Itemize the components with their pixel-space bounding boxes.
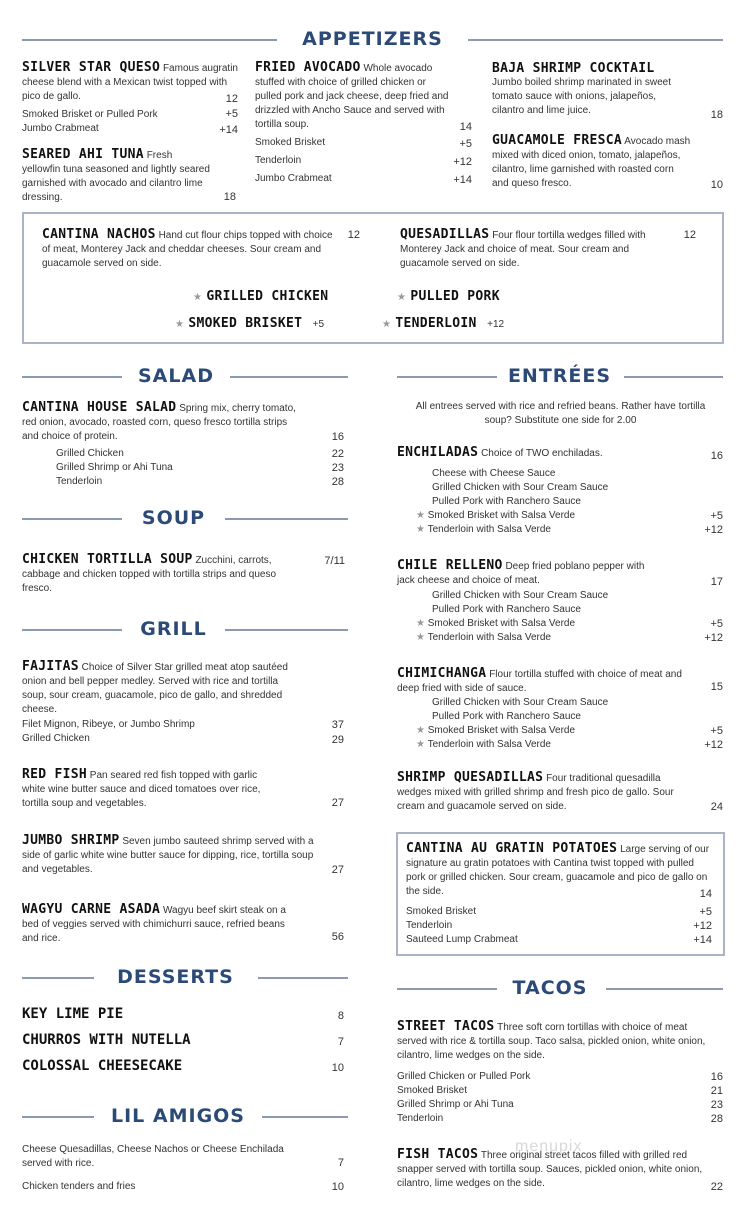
item-price: 7 <box>337 1036 344 1048</box>
option: Smoked Brisket <box>255 137 326 148</box>
star-icon: ★ <box>382 319 391 330</box>
item-desc: Hand cut flour chips topped with choice of meat, Monterey Jack and cheddar cheeses. Sour cream and guacamole served on side. <box>42 230 333 269</box>
item-price: 24 <box>710 801 723 813</box>
item-name: JUMBO SHRIMP <box>22 833 120 848</box>
item-desc: Choice of TWO enchiladas. <box>481 448 603 459</box>
entrees-note: All entrees served with rice and refried beans. Rather have tortilla soup? Substitute one side for 2.00 <box>415 401 706 426</box>
guacamole-fresca <box>492 134 692 191</box>
item-price: 22 <box>710 1181 723 1193</box>
option: Tenderloin <box>406 920 453 931</box>
option: Sauteed Lump Crabmeat <box>406 934 518 945</box>
item-price: 16 <box>331 431 344 443</box>
lil-amigos-rule-right <box>262 1116 348 1118</box>
option-price: 23 <box>331 462 344 474</box>
option-price: +12 <box>704 524 723 536</box>
option-price: +5 <box>699 906 712 918</box>
option: Grilled Chicken with Sour Cream Sauce <box>432 482 609 493</box>
meat-smoked-brisket: ★ SMOKED BRISKET +5 <box>175 316 325 331</box>
item-price: 27 <box>331 797 344 809</box>
enchiladas <box>397 446 697 461</box>
item-desc: Large serving of our signature au gratin potatoes with Cantina twist topped with pulled pork or grilled chicken. Sour cream, guacamole and pico de gallo on the side. <box>406 844 710 897</box>
item-name: GUACAMOLE FRESCA <box>492 133 623 148</box>
cantina-house-salad <box>22 401 302 444</box>
fried-avocado <box>255 61 455 132</box>
salad-rule-right <box>230 376 348 378</box>
option-price: 22 <box>331 448 344 460</box>
desserts-title: DESSERTS <box>117 966 234 988</box>
soup-rule-left <box>22 518 122 520</box>
lil-amigos-rule-left <box>22 1116 94 1118</box>
option-price: 37 <box>331 719 344 731</box>
item-name: CHILE RELLENO <box>397 558 503 573</box>
item-name: SHRIMP QUESADILLAS <box>397 770 544 785</box>
jumbo-shrimp <box>22 834 322 877</box>
option-price: 28 <box>331 476 344 488</box>
item-price: 7 <box>337 1157 344 1169</box>
lil-amigos-tenders: Chicken tenders and fries <box>22 1181 136 1192</box>
item-name: SILVER STAR QUESO <box>22 60 161 75</box>
option-starred: ★ Smoked Brisket with Salsa Verde <box>416 510 576 521</box>
option-starred: ★ Smoked Brisket with Salsa Verde <box>416 725 576 736</box>
option-price: +5 <box>710 510 723 522</box>
option-price: +12 <box>693 920 712 932</box>
star-icon: ★ <box>416 632 425 643</box>
seared-ahi-tuna <box>22 148 212 205</box>
option-price: +14 <box>453 174 472 186</box>
item-name: SEARED AHI TUNA <box>22 147 144 162</box>
desserts-rule-left <box>22 977 94 979</box>
option: Grilled Chicken <box>22 733 90 744</box>
option: Grilled Chicken <box>56 448 124 459</box>
item-desc: Choice of Silver Star grilled meat atop sautéed onion and bell pepper medley. Served with rice and tortilla soup, sour cream, guacamole, pico de gallo, and shredded cheese. <box>22 662 288 715</box>
option-starred: ★ Tenderloin with Salsa Verde <box>416 632 551 643</box>
star-icon: ★ <box>416 725 425 736</box>
item-desc: Seven jumbo sauteed shrimp served with a side of garlic white wine butter sauce for dipping, rice, tortilla soup and vegetables. <box>22 836 314 875</box>
option-price: 16 <box>710 1071 723 1083</box>
option-price: 29 <box>331 734 344 746</box>
item-price: 18 <box>710 109 723 121</box>
item-desc: Three soft corn tortillas with choice of meat served with rice & tortilla soup. Taco salsa, pickled onion, white onion, cilantro, lime wedges on the side. <box>397 1022 706 1061</box>
item-price: 10 <box>331 1062 344 1074</box>
option: Pulled Pork with Ranchero Sauce <box>432 604 581 615</box>
item-price: 10 <box>710 179 723 191</box>
item-desc: Jumbo boiled shrimp marinated in sweet tomato sauce with onions, jalapeños, cilantro and lime juice. <box>492 77 671 116</box>
star-icon: ★ <box>416 510 425 521</box>
star-icon: ★ <box>175 319 184 330</box>
star-icon: ★ <box>397 292 406 303</box>
item-desc: Deep fried poblano pepper with jack cheese and choice of meat. <box>397 561 645 586</box>
churros-with-nutella: CHURROS WITH NUTELLA <box>22 1032 191 1048</box>
colossal-cheesecake: COLOSSAL CHEESECAKE <box>22 1058 183 1074</box>
option-price: +12 <box>704 632 723 644</box>
item-price: 8 <box>337 1010 344 1022</box>
item-name: BAJA SHRIMP COCKTAIL <box>492 61 655 76</box>
meat-grilled-chicken: ★ GRILLED CHICKEN <box>193 289 329 304</box>
cantina-nachos <box>42 228 337 271</box>
item-price: 14 <box>699 888 712 900</box>
option: Filet Mignon, Ribeye, or Jumbo Shrimp <box>22 719 195 730</box>
item-price: 14 <box>459 121 472 133</box>
item-name: ENCHILADAS <box>397 445 479 460</box>
option-price: 23 <box>710 1099 723 1111</box>
item-desc: Four flour tortilla wedges filled with Monterey Jack and choice of meat. Sour cream and guacamole served on side. <box>400 230 646 269</box>
option-price: +5 <box>710 618 723 630</box>
lil-amigos-title: LIL AMIGOS <box>110 1105 245 1127</box>
item-name: STREET TACOS <box>397 1019 495 1034</box>
fajitas <box>22 660 297 717</box>
option: Jumbo Crabmeat <box>255 173 332 184</box>
item-price: 16 <box>710 450 723 462</box>
option-price: +12 <box>704 739 723 751</box>
option-price: +5 <box>225 108 238 120</box>
star-icon: ★ <box>193 292 202 303</box>
item-desc: Wagyu beef skirt steak on a bed of veggies served with chimichurri sauce, refried beans and rice. <box>22 905 286 944</box>
item-desc: Whole avocado stuffed with choice of grilled chicken or pulled pork and jack cheese, deep fried and drizzled with Ancho Sauce and served with tortilla soup. <box>255 63 449 130</box>
soup-rule-right <box>225 518 348 520</box>
grill-title: GRILL <box>140 618 207 640</box>
shrimp-quesadillas <box>397 771 692 814</box>
item-name: WAGYU CARNE ASADA <box>22 902 161 917</box>
option: Grilled Chicken with Sour Cream Sauce <box>432 590 609 601</box>
option-price: +14 <box>693 934 712 946</box>
item-price: 12 <box>683 229 696 241</box>
quesadillas <box>400 228 680 271</box>
soup-title: SOUP <box>141 507 206 529</box>
item-desc: Fresh yellowfin tuna seasoned and lightly seared garnished with avocado and cilantro lime dressing. <box>22 150 210 203</box>
option: Smoked Brisket <box>406 906 477 917</box>
item-price: 12 <box>347 229 360 241</box>
option-price: +14 <box>219 124 238 136</box>
salad-rule-left <box>22 376 122 378</box>
item-price: 15 <box>710 681 723 693</box>
option: Pulled Pork with Ranchero Sauce <box>432 711 581 722</box>
option: Grilled Chicken with Sour Cream Sauce <box>432 697 609 708</box>
item-price: 56 <box>331 931 344 943</box>
option: Smoked Brisket <box>397 1085 468 1096</box>
baja-shrimp-cocktail <box>492 62 682 118</box>
item-price: 12 <box>225 93 238 105</box>
item-desc: Avocado mash mixed with diced onion, tomato, jalapeños, cilantro, lime garnished with roasted corn and queso fresco. <box>492 136 691 189</box>
key-lime-pie: KEY LIME PIE <box>22 1006 124 1022</box>
entrees-rule-right <box>624 376 723 378</box>
chicken-tortilla-soup <box>22 553 287 596</box>
item-name: CHICKEN TORTILLA SOUP <box>22 552 193 567</box>
item-price: 27 <box>331 864 344 876</box>
option: Tenderloin <box>255 155 302 166</box>
option: Grilled Shrimp or Ahi Tuna <box>56 462 173 473</box>
meat-pulled-pork: ★ PULLED PORK <box>397 289 500 304</box>
item-name: QUESADILLAS <box>400 227 490 242</box>
option: Cheese with Cheese Sauce <box>432 468 556 479</box>
item-desc: Three original street tacos filled with grilled red snapper served with tortilla soup. Sauces, pickled onion, white onion, cilantro, lime wedges on the side. <box>397 1150 703 1189</box>
option-price: 21 <box>710 1085 723 1097</box>
option-price: +5 <box>459 138 472 150</box>
option: Grilled Shrimp or Ahi Tuna <box>397 1099 514 1110</box>
option: Jumbo Crabmeat <box>22 123 99 134</box>
star-icon: ★ <box>416 524 425 535</box>
item-name: CHIMICHANGA <box>397 666 487 681</box>
item-name: FAJITAS <box>22 659 79 674</box>
wagyu-carne-asada <box>22 903 302 946</box>
tacos-rule-right <box>606 988 723 990</box>
meat-tenderloin: ★ TENDERLOIN +12 <box>382 316 505 331</box>
chile-relleno <box>397 559 647 588</box>
option: Tenderloin <box>56 476 103 487</box>
appetizers-rule-right <box>468 39 723 41</box>
item-price: 10 <box>331 1181 344 1193</box>
appetizers-rule-left <box>22 39 277 41</box>
au-gratin-potatoes <box>406 842 716 899</box>
tacos-rule-left <box>397 988 497 990</box>
option: Pulled Pork with Ranchero Sauce <box>432 496 581 507</box>
item-name: CANTINA AU GRATIN POTATOES <box>406 841 618 856</box>
entrees-title: ENTRÉES <box>507 365 612 387</box>
item-price: 17 <box>710 576 723 588</box>
item-desc: Pan seared red fish topped with garlic white wine butter sauce and diced tomatoes over rice, tortilla soup and vegetables. <box>22 770 261 809</box>
red-fish <box>22 768 277 811</box>
item-price: 7/11 <box>324 555 345 567</box>
item-desc: Flour tortilla stuffed with choice of meat and deep fried with side of sauce. <box>397 669 682 694</box>
option-price: +5 <box>312 319 325 330</box>
item-name: RED FISH <box>22 767 88 782</box>
option-starred: ★ Tenderloin with Salsa Verde <box>416 739 551 750</box>
option: Grilled Chicken or Pulled Pork <box>397 1071 531 1082</box>
salad-title: SALAD <box>138 365 214 387</box>
option: Smoked Brisket or Pulled Pork <box>22 109 158 120</box>
star-icon: ★ <box>416 618 425 629</box>
item-price: 18 <box>223 191 236 203</box>
item-desc: Zucchini, carrots, cabbage and chicken topped with tortilla strips and queso fresco. <box>22 555 277 594</box>
appetizers-title: APPETIZERS <box>302 28 443 50</box>
item-name: FRIED AVOCADO <box>255 60 361 75</box>
watermark: menupix <box>515 1138 583 1155</box>
item-desc: Four traditional quesadilla wedges mixed with grilled shrimp and fresh pico de gallo. Sour cream and guacamole served on side. <box>397 773 674 812</box>
star-icon: ★ <box>416 739 425 750</box>
option-price: +12 <box>487 319 505 330</box>
option-price: +5 <box>710 725 723 737</box>
item-name: CANTINA NACHOS <box>42 227 156 242</box>
option-starred: ★ Smoked Brisket with Salsa Verde <box>416 618 576 629</box>
chimichanga <box>397 667 692 696</box>
desserts-rule-right <box>258 977 348 979</box>
item-name: CANTINA HOUSE SALAD <box>22 400 177 415</box>
option-price: +12 <box>453 156 472 168</box>
item-desc: Famous augratin cheese blend with a Mexican twist topped with pico de gallo. <box>22 63 238 102</box>
item-name: FISH TACOS <box>397 1147 479 1162</box>
item-desc: Spring mix, cherry tomato, red onion, avocado, roasted corn, queso fresco tortilla strips and choice of protein. <box>22 403 296 442</box>
option-starred: ★ Tenderloin with Salsa Verde <box>416 524 551 535</box>
option: Tenderloin <box>397 1113 444 1124</box>
grill-rule-right <box>225 629 348 631</box>
option-price: 28 <box>710 1113 723 1125</box>
street-tacos <box>397 1020 717 1063</box>
lil-amigos-cheese: Cheese Quesadillas, Cheese Nachos or Cheese Enchilada served with rice. <box>22 1144 284 1169</box>
entrees-rule-left <box>397 376 497 378</box>
tacos-title: TACOS <box>512 977 588 999</box>
grill-rule-left <box>22 629 122 631</box>
